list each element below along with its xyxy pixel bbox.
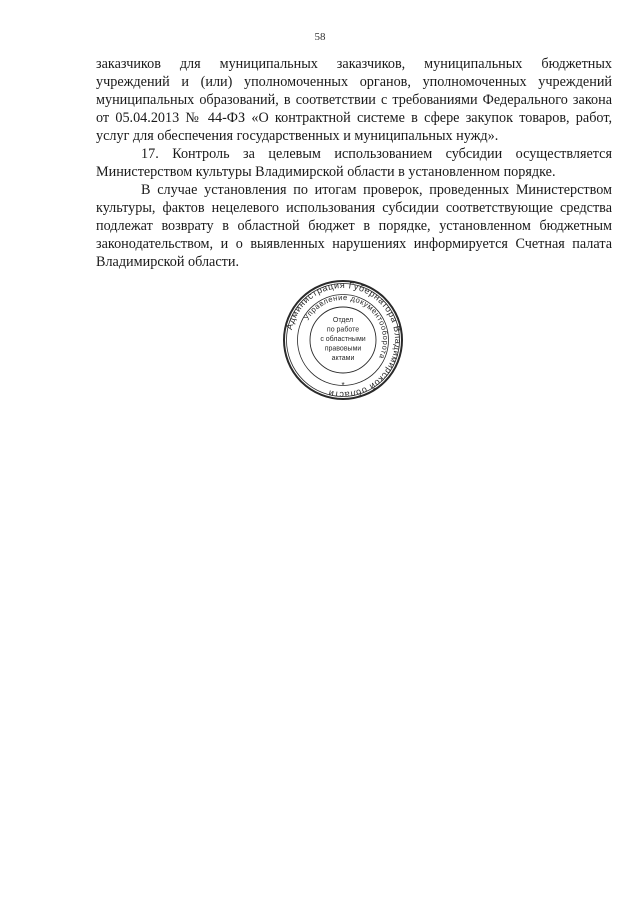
paragraph-misuse-refund: В случае установления по итогам проверок, проведенных Министерством культуры, фактов нецелевого использования субсидии соответствующие средства подлежат возврату в областной бюджет в порядке, установленном бюджетным законодательством, и о выявленных нарушениях информируется Счетная палата Владимирской области. (96, 182, 612, 270)
seal-center-line-1: Отдел (332, 317, 354, 324)
seal-center-line-5: актами (331, 355, 355, 362)
official-seal (282, 279, 404, 401)
paragraph-item-17: 17. Контроль за целевым использованием субсидии осуществляется Министерством культуры Владимирской области в установленном порядке. (96, 146, 612, 180)
paragraph-continuation: заказчиков для муниципальных заказчиков, муниципальных бюджетных учреждений и (или) уполномоченных органов, уполномоченных учреждений муниципальных образований, в соответствии с требованиями Федерального закона от 05.04.2013 № 44-ФЗ «О контрактной системе в сфере закупок товаров, работ, услуг для обеспечения государственных и муниципальных нужд». (96, 56, 612, 144)
document-body (96, 55, 612, 271)
seal-outer-ring-text: Администрация Губернатора Владимирской области (284, 279, 404, 401)
page-number: 58 (314, 31, 326, 43)
seal-center-line-2: по работе (326, 326, 360, 334)
seal-star: * (341, 381, 345, 390)
seal-inner-ring-text: Управление документооборота (301, 292, 391, 361)
seal-center-line-4: правовыми (324, 345, 362, 353)
seal-center-line-3: с областными (320, 336, 366, 343)
